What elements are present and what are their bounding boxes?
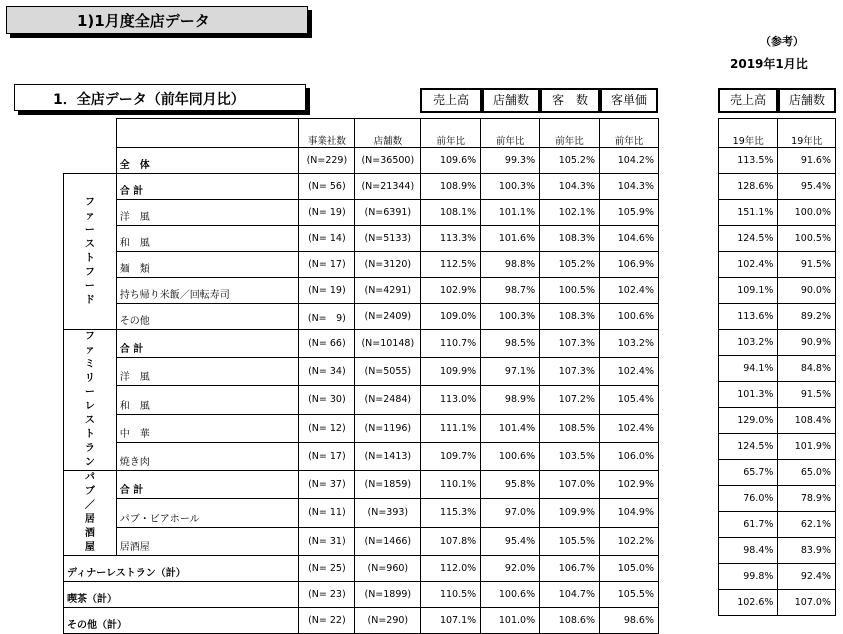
cell-ref-stores: 95.4%	[778, 174, 836, 200]
table-row	[64, 330, 659, 358]
cell-ref-sales: 124.5%	[719, 434, 778, 460]
cell-ref-sales: 101.3%	[719, 382, 778, 408]
cell-unit-price: 105.0%	[600, 556, 659, 582]
cell-customers: 104.7%	[540, 582, 600, 608]
cell-stores: (N=5133)	[355, 226, 421, 252]
ref-table-row	[719, 226, 836, 252]
col-header: 事業社数	[299, 119, 355, 148]
cell-sales: 110.7%	[421, 330, 481, 358]
table-row	[64, 174, 659, 200]
cell-unit-price: 104.9%	[600, 499, 659, 527]
cell-ref-stores: 90.9%	[778, 330, 836, 356]
cell-store-yoy: 101.4%	[481, 414, 540, 442]
cell-companies: (N= 17)	[299, 442, 355, 470]
cell-companies: (N= 66)	[299, 330, 355, 358]
cell-store-yoy: 97.0%	[481, 499, 540, 527]
cell-customers: 108.6%	[540, 608, 600, 634]
cell-customers: 108.3%	[540, 304, 600, 330]
cell-unit-price: 102.4%	[600, 278, 659, 304]
cell-store-yoy: 100.3%	[481, 174, 540, 200]
col-header: 前年比	[600, 119, 659, 148]
cell-stores: (N=1859)	[355, 471, 421, 499]
table-row	[64, 278, 659, 304]
cell-customers: 105.2%	[540, 252, 600, 278]
cell-stores: (N=1466)	[355, 527, 421, 555]
cell-customers: 107.3%	[540, 330, 600, 358]
header-blank	[116, 119, 299, 148]
cell-store-yoy: 97.1%	[481, 358, 540, 386]
cell-companies: (N= 12)	[299, 414, 355, 442]
cell-ref-sales: 103.2%	[719, 330, 778, 356]
cell-ref-stores: 100.0%	[778, 200, 836, 226]
row-label: 合 計	[116, 471, 299, 499]
cell-ref-stores: 91.6%	[778, 148, 836, 174]
ref-col-header: 19年比	[719, 119, 778, 148]
table-row	[64, 148, 659, 174]
cell-unit-price: 102.9%	[600, 471, 659, 499]
cell-sales: 109.6%	[421, 148, 481, 174]
cell-unit-price: 104.2%	[600, 148, 659, 174]
cell-store-yoy: 101.1%	[481, 200, 540, 226]
cell-unit-price: 102.4%	[600, 414, 659, 442]
row-label: 洋 風	[116, 358, 299, 386]
cell-companies: (N= 23)	[299, 582, 355, 608]
cell-store-yoy: 98.8%	[481, 252, 540, 278]
ref-table-row	[719, 174, 836, 200]
cell-ref-stores: 101.9%	[778, 434, 836, 460]
row-label: その他（計）	[64, 608, 299, 634]
cell-stores: (N=2409)	[355, 304, 421, 330]
cell-stores: (N=10148)	[355, 330, 421, 358]
cell-stores: (N=1413)	[355, 442, 421, 470]
cell-customers: 107.2%	[540, 386, 600, 414]
group-label: ファミリーレストラン	[84, 331, 95, 468]
cell-sales: 110.5%	[421, 582, 481, 608]
row-label: 全 体	[116, 148, 299, 174]
cell-companies: (N= 34)	[299, 358, 355, 386]
cell-customers: 107.3%	[540, 358, 600, 386]
table-row	[64, 499, 659, 527]
ref-table-row	[719, 148, 836, 174]
cell-sales: 109.7%	[421, 442, 481, 470]
cell-sales: 112.0%	[421, 556, 481, 582]
ref-header-row	[719, 119, 836, 148]
ref-table-row	[719, 200, 836, 226]
cell-ref-stores: 91.5%	[778, 382, 836, 408]
cell-companies: (N= 14)	[299, 226, 355, 252]
cell-companies: (N=229)	[299, 148, 355, 174]
cell-ref-sales: 124.5%	[719, 226, 778, 252]
ref-table-row	[719, 486, 836, 512]
table-row	[64, 527, 659, 555]
cell-ref-sales: 113.5%	[719, 148, 778, 174]
cell-customers: 106.7%	[540, 556, 600, 582]
cell-unit-price: 104.3%	[600, 174, 659, 200]
cell-store-yoy: 100.3%	[481, 304, 540, 330]
table-row	[64, 556, 659, 582]
cell-ref-sales: 102.4%	[719, 252, 778, 278]
cell-ref-stores: 62.1%	[778, 512, 836, 538]
cell-customers: 105.2%	[540, 148, 600, 174]
table-row	[64, 582, 659, 608]
cell-companies: (N= 30)	[299, 386, 355, 414]
cell-store-yoy: 98.7%	[481, 278, 540, 304]
main-data-table	[63, 118, 659, 634]
cell-ref-stores: 90.0%	[778, 278, 836, 304]
cell-sales: 111.1%	[421, 414, 481, 442]
main-table-body	[64, 148, 659, 634]
cell-unit-price: 105.9%	[600, 200, 659, 226]
cell-customers: 107.0%	[540, 471, 600, 499]
cell-store-yoy: 98.5%	[481, 330, 540, 358]
row-label: 麺 類	[116, 252, 299, 278]
cell-sales: 110.1%	[421, 471, 481, 499]
ref-table-row	[719, 564, 836, 590]
cell-unit-price: 106.0%	[600, 442, 659, 470]
table-row	[64, 358, 659, 386]
cell-ref-sales: 65.7%	[719, 460, 778, 486]
row-label: 和 風	[116, 226, 299, 252]
cell-ref-sales: 76.0%	[719, 486, 778, 512]
ref-table-row	[719, 408, 836, 434]
cell-sales: 107.8%	[421, 527, 481, 555]
cell-sales: 107.1%	[421, 608, 481, 634]
ref-table-row	[719, 356, 836, 382]
cell-ref-stores: 65.0%	[778, 460, 836, 486]
cell-stores: (N=3120)	[355, 252, 421, 278]
reference-label: （参考）	[760, 35, 804, 48]
table-row	[64, 226, 659, 252]
row-label: 居酒屋	[116, 527, 299, 555]
header-unit-price: 客単価	[600, 88, 658, 113]
cell-sales: 113.0%	[421, 386, 481, 414]
ref-table-row	[719, 304, 836, 330]
cell-ref-sales: 151.1%	[719, 200, 778, 226]
cell-companies: (N= 17)	[299, 252, 355, 278]
cell-ref-stores: 78.9%	[778, 486, 836, 512]
ref-col-header: 19年比	[778, 119, 836, 148]
cell-sales: 108.1%	[421, 200, 481, 226]
cell-companies: (N= 9)	[299, 304, 355, 330]
header-customers: 客 数	[540, 88, 600, 113]
table-row	[64, 304, 659, 330]
cell-sales: 113.3%	[421, 226, 481, 252]
row-label: その他	[116, 304, 299, 330]
cell-stores: (N=1899)	[355, 582, 421, 608]
cell-unit-price: 106.9%	[600, 252, 659, 278]
header-sales: 売上高	[420, 88, 482, 113]
cell-stores: (N=2484)	[355, 386, 421, 414]
table-row	[64, 414, 659, 442]
cell-stores: (N=960)	[355, 556, 421, 582]
cell-ref-stores: 83.9%	[778, 538, 836, 564]
col-header: 前年比	[421, 119, 481, 148]
page-title: 1)1月度全店データ	[6, 6, 308, 34]
table-row	[64, 442, 659, 470]
cell-ref-stores: 107.0%	[778, 590, 836, 616]
cell-unit-price: 105.5%	[600, 582, 659, 608]
group-label: パブ／居酒屋	[84, 472, 95, 553]
cell-ref-sales: 99.8%	[719, 564, 778, 590]
cell-unit-price: 100.6%	[600, 304, 659, 330]
cell-ref-sales: 109.1%	[719, 278, 778, 304]
cell-sales: 108.9%	[421, 174, 481, 200]
cell-stores: (N=4291)	[355, 278, 421, 304]
cell-stores: (N=6391)	[355, 200, 421, 226]
row-label: 持ち帰り米飯／回転寿司	[116, 278, 299, 304]
ref-table-row	[719, 512, 836, 538]
cell-ref-stores: 100.5%	[778, 226, 836, 252]
cell-store-yoy: 98.9%	[481, 386, 540, 414]
header-stores: 店舗数	[482, 88, 540, 113]
cell-companies: (N= 19)	[299, 200, 355, 226]
cell-customers: 102.1%	[540, 200, 600, 226]
cell-sales: 112.5%	[421, 252, 481, 278]
cell-ref-sales: 129.0%	[719, 408, 778, 434]
col-header: 店舗数	[355, 119, 421, 148]
table-row	[64, 252, 659, 278]
row-label: 喫茶（計）	[64, 582, 299, 608]
row-label: 和 風	[116, 386, 299, 414]
cell-stores: (N=21344)	[355, 174, 421, 200]
cell-ref-stores: 92.4%	[778, 564, 836, 590]
row-label: 焼き肉	[116, 442, 299, 470]
ref-table-body	[719, 148, 836, 616]
cell-ref-sales: 98.4%	[719, 538, 778, 564]
cell-unit-price: 104.6%	[600, 226, 659, 252]
cell-store-yoy: 92.0%	[481, 556, 540, 582]
cell-store-yoy: 100.6%	[481, 582, 540, 608]
cell-store-yoy: 101.0%	[481, 608, 540, 634]
ref-table-row	[719, 460, 836, 486]
table-row	[64, 386, 659, 414]
cell-ref-stores: 108.4%	[778, 408, 836, 434]
cell-unit-price: 105.4%	[600, 386, 659, 414]
cell-companies: (N= 11)	[299, 499, 355, 527]
cell-customers: 109.9%	[540, 499, 600, 527]
cell-companies: (N= 56)	[299, 174, 355, 200]
ref-table-row	[719, 382, 836, 408]
cell-companies: (N= 22)	[299, 608, 355, 634]
ref-header-stores: 店舗数	[778, 88, 836, 113]
cell-ref-stores: 91.5%	[778, 252, 836, 278]
reference-date: 2019年1月比	[730, 57, 808, 71]
cell-sales: 115.3%	[421, 499, 481, 527]
cell-sales: 109.9%	[421, 358, 481, 386]
ref-table-row	[719, 590, 836, 616]
cell-companies: (N= 25)	[299, 556, 355, 582]
cell-ref-sales: 102.6%	[719, 590, 778, 616]
cell-customers: 104.3%	[540, 174, 600, 200]
cell-ref-sales: 94.1%	[719, 356, 778, 382]
cell-customers: 108.5%	[540, 414, 600, 442]
cell-sales: 102.9%	[421, 278, 481, 304]
cell-stores: (N=1196)	[355, 414, 421, 442]
cell-store-yoy: 95.8%	[481, 471, 540, 499]
cell-ref-sales: 61.7%	[719, 512, 778, 538]
row-label: 洋 風	[116, 200, 299, 226]
row-label: パブ・ビアホール	[116, 499, 299, 527]
cell-unit-price: 102.4%	[600, 358, 659, 386]
cell-customers: 108.3%	[540, 226, 600, 252]
cell-ref-stores: 84.8%	[778, 356, 836, 382]
cell-stores: (N=36500)	[355, 148, 421, 174]
cell-stores: (N=5055)	[355, 358, 421, 386]
cell-customers: 103.5%	[540, 442, 600, 470]
row-label: ディナーレストラン（計）	[64, 556, 299, 582]
cell-sales: 109.0%	[421, 304, 481, 330]
ref-table-row	[719, 538, 836, 564]
cell-ref-sales: 128.6%	[719, 174, 778, 200]
ref-table-row	[719, 252, 836, 278]
cell-store-yoy: 99.3%	[481, 148, 540, 174]
row-label: 合 計	[116, 330, 299, 358]
section-title: 1．全店データ（前年同月比）	[14, 84, 306, 111]
ref-table-row	[719, 330, 836, 356]
cell-companies: (N= 31)	[299, 527, 355, 555]
cell-ref-sales: 113.6%	[719, 304, 778, 330]
cell-customers: 105.5%	[540, 527, 600, 555]
cell-store-yoy: 95.4%	[481, 527, 540, 555]
table-row	[64, 471, 659, 499]
cell-unit-price: 98.6%	[600, 608, 659, 634]
table-row	[64, 200, 659, 226]
cell-store-yoy: 100.6%	[481, 442, 540, 470]
cell-stores: (N=290)	[355, 608, 421, 634]
cell-stores: (N=393)	[355, 499, 421, 527]
cell-ref-stores: 89.2%	[778, 304, 836, 330]
cell-companies: (N= 37)	[299, 471, 355, 499]
col-header: 前年比	[540, 119, 600, 148]
row-label: 合 計	[116, 174, 299, 200]
cell-unit-price: 103.2%	[600, 330, 659, 358]
ref-table-row	[719, 434, 836, 460]
cell-companies: (N= 19)	[299, 278, 355, 304]
row-label: 中 華	[116, 414, 299, 442]
cell-unit-price: 102.2%	[600, 527, 659, 555]
header-row	[64, 119, 659, 148]
cell-customers: 100.5%	[540, 278, 600, 304]
group-label: ファーストフード	[84, 196, 95, 306]
cell-store-yoy: 101.6%	[481, 226, 540, 252]
ref-header-sales: 売上高	[718, 88, 778, 113]
reference-data-table	[718, 118, 836, 616]
col-header: 前年比	[481, 119, 540, 148]
ref-table-row	[719, 278, 836, 304]
